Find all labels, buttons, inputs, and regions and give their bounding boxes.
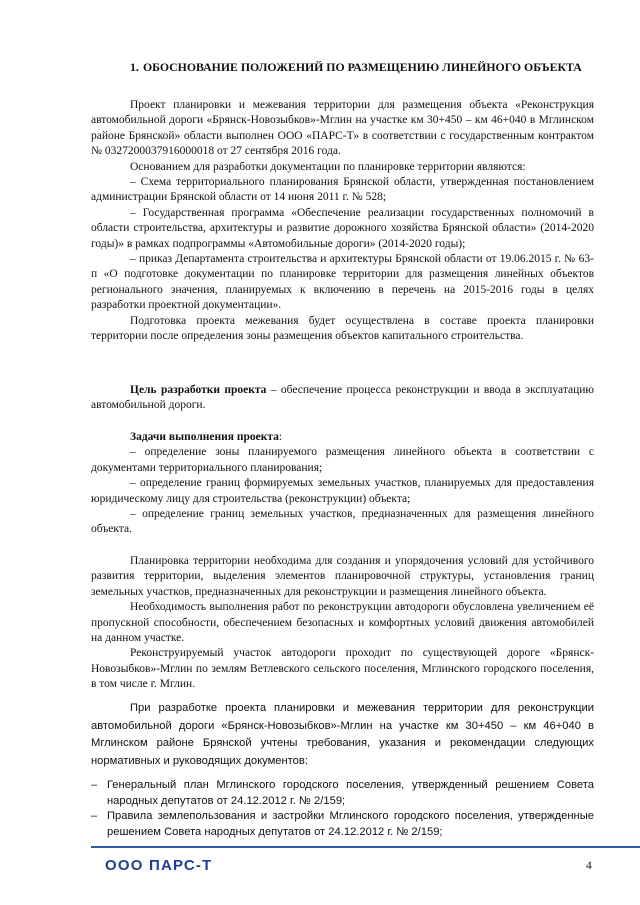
tasks-label: Задачи выполнения проекта — [130, 431, 279, 443]
goal-paragraph — [91, 383, 594, 414]
paragraph: Необходимость выполнения работ по реконструкции автодороги обусловлена увеличением её пропускной способности, обеспечением безопасных и комфортных условий движения автомобилей на данном участке. — [91, 601, 594, 645]
list-item: – Генеральный план Мглинского городского поселения, утвержденный решением Совета народных депутатов от 24.12.2012 г. № 2/159; — [91, 778, 594, 809]
task-item: – определение границ земельных участков, предназначенных для размещения линейного объекта. — [91, 508, 594, 536]
paragraph: – приказ Департамента строительства и архитектуры Брянской области от 19.06.2015 г. № 63-п «О подготовке документации по планировке территории для размещения линейных объектов регионального значения, планируемых к включению в перечень на 2015-2016 годы в целях разработки проектной документации». — [91, 253, 594, 312]
paragraph: При разработке проекта планировки и межевания территории для реконструкции автомобильной дороги «Брянск-Новозыбков»-Мглин на участке км 30+450 – км 46+040 в Мглинском районе Брянской учтены требования, указания и рекомендации следующих нормативных и руководящих документов: — [91, 702, 594, 767]
documents-list — [91, 778, 594, 840]
tasks-colon: : — [278, 431, 283, 443]
section-heading — [91, 60, 594, 75]
paragraph: Реконструируемый участок автодороги проходит по существующей дороге «Брянск-Новозыбков»-Мглин по землям Ветлевского сельского поселения, Мглинского городского поселения, в том числе г. Мглин. — [91, 647, 594, 691]
task-item: – определение границ формируемых земельных участков, планируемых для предоставления юридическому лицу для строительства (реконструкции) объекта; — [91, 477, 594, 505]
goal-text: – обеспечение процесса реконструкции и ввода в эксплуатацию автомобильной дороги. — [91, 384, 594, 412]
section-title: ОБОСНОВАНИЕ ПОЛОЖЕНИЙ ПО РАЗМЕЩЕНИЮ ЛИНЕЙНОГО ОБЪЕКТА — [142, 60, 582, 74]
page-number: 4 — [586, 860, 592, 872]
section-number: 1. — [130, 60, 139, 74]
tasks-block — [91, 430, 594, 538]
regulations-intro — [91, 700, 594, 770]
paragraph: Основанием для разработки документации по планировке территории являются: — [130, 160, 526, 173]
body-block — [91, 554, 594, 693]
goal-block — [91, 383, 594, 414]
paragraph: Проект планировки и межевания территории для размещения объекта «Реконструкция автомобильной дороги «Брянск-Новозыбков»-Мглин на участке км 30+450 – км 46+040 в Мглинском районе Брянской» области выполнен ООО «ПАРС-Т» в соответствии с государственным контрактом № 0327200037916000018 от 27 сентября 2016 года. — [91, 99, 594, 158]
paragraph: Планировка территории необходима для создания и упорядочения условий для устойчивого развития территории, выделения элементов планировочной структуры, установления границ земельных участков, предназначенных для реконструкции и размещения линейного объекта. — [91, 555, 594, 598]
goal-label: Цель разработки проекта — [130, 384, 267, 396]
task-item: – определение зоны планируемого размещения линейного объекта в соответствии с документами территориального планирования; — [91, 446, 594, 474]
footer-divider — [91, 846, 640, 848]
company-logo: ООО ПАРС-Т — [105, 857, 213, 874]
tasks-heading — [91, 430, 594, 445]
intro-block — [91, 98, 594, 345]
paragraph: Подготовка проекта межевания будет осуществлена в составе проекта планировки территории после определения зоны размещения объектов капитального строительства. — [91, 314, 594, 343]
paragraph: – Схема территориального планирования Брянской области, утвержденная постановлением администрации Брянской области от 14 июня 2011 г. № 528; — [91, 176, 594, 204]
documents-list-block — [91, 778, 594, 840]
list-item: – Правила землепользования и застройки Мглинского городского поселения, утвержденные решением Совета народных депутатов от 24.12.2012 г. № 2/159; — [91, 809, 594, 840]
paragraph: – Государственная программа «Обеспечение реализации государственных полномочий в области строительства, архитектуры и развитие дорожного хозяйства Брянской области» (2014-2020 годы)» в рамках подпрограммы «Автомобильные дороги» (2014-2020 годы); — [91, 206, 594, 250]
